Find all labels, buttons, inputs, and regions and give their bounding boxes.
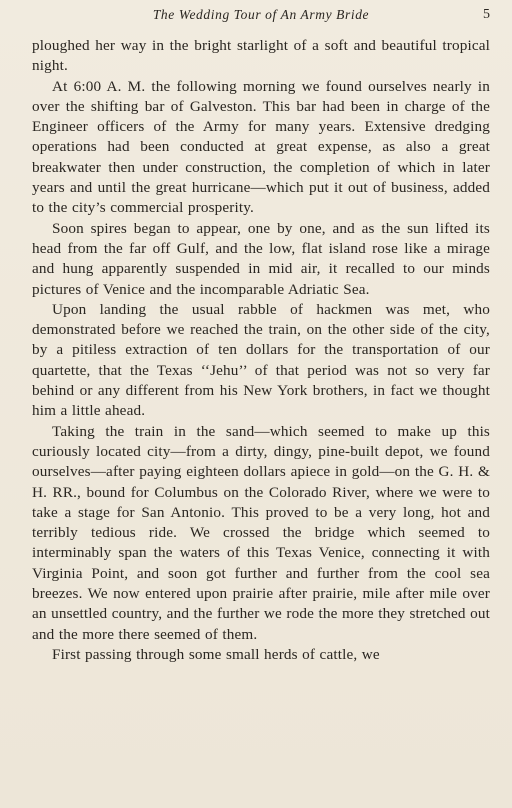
paragraph: Soon spires began to appear, one by one, and as the sun lifted its head from the far off Gulf, and the low, flat island rose like a mirage and hung apparently suspended in mid air, it recalled to our minds pictures of Venice and the incomparable Adriatic Sea. [32, 219, 490, 298]
paragraph: At 6:00 A. M. the following morning we found ourselves nearly in over the shifting bar of Galveston. This bar had been in charge of the Engineer officers of the Army for many years. Extensive dredging operations had been conducted at great expense, as also a great breakwater then under construction, the completion of which in later years and until the great hurricane—which put it out of business, added to the city’s commercial prosperity. [32, 77, 490, 217]
paragraph: First passing through some small herds of cattle, we [52, 645, 380, 663]
paragraph: Upon landing the usual rabble of hackmen was met, who demonstrated before we reached the train, on the other side of the city, by a pitiless extraction of ten dollars for the transportation of our quartette, that the Texas ‘‘Jehu’’ of that period was not so very far behind or any different from his New York brothers, in fact we thought him a little ahead. [32, 300, 490, 420]
paragraph: ploughed her way in the bright starlight of a soft and beautiful tropical night. [32, 37, 490, 75]
running-head-title: The Wedding Tour of An Army Bride [152, 7, 370, 22]
body-text [32, 36, 490, 665]
page-number: 5 [483, 7, 490, 22]
running-head [32, 7, 490, 27]
paragraph: Taking the train in the sand—which seemed to make up this curiously located city—from a dirty, dingy, pine-built depot, we found ourselves—after paying eighteen dollars apiece in gold—on the G. H. & H. RR., bound for Columbus on the Colorado River, where we were to take a stage for San Antonio. This proved to be a very long, hot and terribly tedious ride. We crossed the bridge which seemed to interminably span the waters of this Texas Venice, connecting it with Virginia Point, and soon got further and further from the cool sea breezes. We now entered upon prairie after prairie, mile after mile over an unsettled country, and the further we rode the more they stretched out and the more there seemed of them. [32, 422, 490, 643]
